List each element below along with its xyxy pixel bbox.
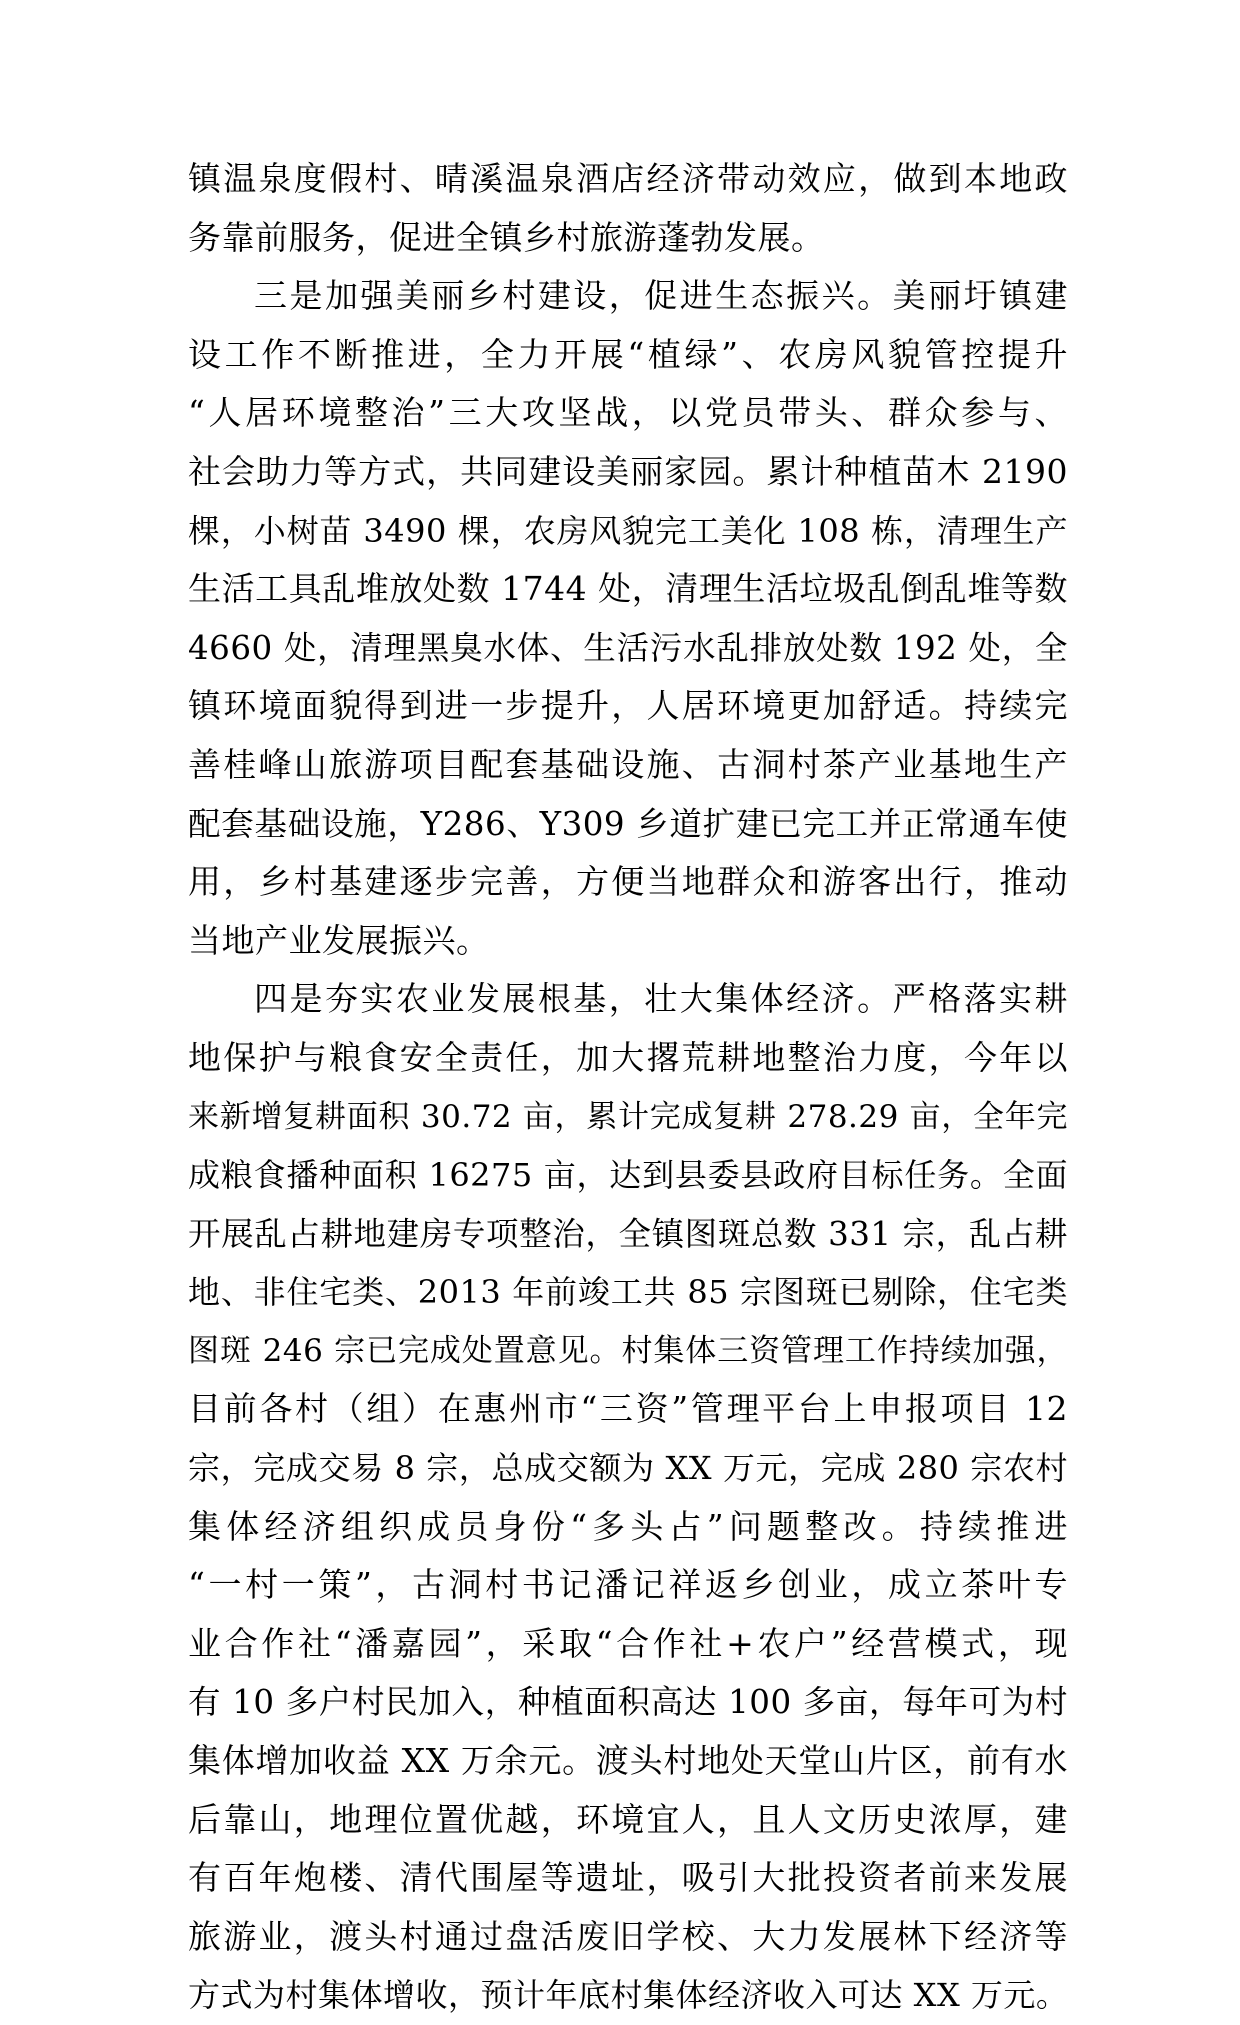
text-line: 业合作社“潘嘉园”，采取“合作社+农户”经营模式，现 xyxy=(188,1623,1068,1663)
text-line: 地、非住宅类、2013 年前竣工共 85 宗图斑已剔除，住宅类 xyxy=(188,1273,1068,1312)
text-line: 集体经济组织成员身份“多头占”问题整改。持续推进 xyxy=(188,1506,1068,1546)
text-line: 生活工具乱堆放处数 1744 处，清理生活垃圾乱倒乱堆等数 xyxy=(188,569,1068,609)
text-line: 四是夯实农业发展根基，壮大集体经济。严格落实耕 xyxy=(254,979,1068,1019)
text-line: 4660 处，清理黑臭水体、生活污水乱排放处数 192 处，全 xyxy=(188,628,1068,667)
text-line: 善桂峰山旅游项目配套基础设施、古洞村茶产业基地生产 xyxy=(188,744,1068,784)
text-line: 当地产业发展振兴。 xyxy=(188,920,490,960)
text-line: 方式为村集体增收，预计年底村集体经济收入可达 XX 万元。 xyxy=(188,1976,1069,2015)
text-line: 旅游业，渡头村通过盘活废旧学校、大力发展林下经济等 xyxy=(188,1916,1068,1956)
text-line: “人居环境整治”三大攻坚战，以党员带头、群众参与、 xyxy=(188,393,1068,433)
text-line: 务靠前服务，促进全镇乡村旅游蓬勃发展。 xyxy=(188,217,825,257)
text-line: 图斑 246 宗已完成处置意见。村集体三资管理工作持续加强， xyxy=(188,1332,1068,1369)
text-line: 镇环境面貌得到进一步提升，人居环境更加舒适。持续完 xyxy=(188,686,1068,726)
document-body xyxy=(188,150,1068,2025)
text-line: 有百年炮楼、清代围屋等遗址，吸引大批投资者前来发展 xyxy=(188,1858,1068,1898)
text-line: 配套基础设施，Y286、Y309 乡道扩建已完工并正常通车使 xyxy=(188,804,1068,843)
text-line: 来新增复耕面积 30.72 亩，累计完成复耕 278.29 亩，全年完 xyxy=(188,1098,1068,1135)
text-line: 成粮食播种面积 16275 亩，达到县委县政府目标任务。全面 xyxy=(188,1156,1068,1195)
text-line: 开展乱占耕地建房专项整治，全镇图斑总数 331 宗，乱占耕 xyxy=(188,1214,1068,1253)
text-line: 棵，小树苗 3490 棵，农房风貌完工美化 108 栋，清理生产 xyxy=(188,511,1068,550)
text-line: 地保护与粮食安全责任，加大撂荒耕地整治力度，今年以 xyxy=(188,1037,1068,1077)
text-line: 目前各村（组）在惠州市“三资”管理平台上申报项目 12 xyxy=(188,1389,1068,1429)
text-line: 三是加强美丽乡村建设，促进生态振兴。美丽圩镇建 xyxy=(254,276,1068,316)
text-line: 集体增加收益 XX 万余元。渡头村地处天堂山片区，前有水 xyxy=(188,1741,1068,1781)
text-line: 设工作不断推进，全力开展“植绿”、农房风貌管控提升 xyxy=(188,334,1068,374)
text-line: 镇温泉度假村、晴溪温泉酒店经济带动效应，做到本地政 xyxy=(188,159,1068,198)
text-line: 社会助力等方式，共同建设美丽家园。累计种植苗木 2190 xyxy=(188,451,1068,491)
text-line: 有 10 多户村民加入，种植面积高达 100 多亩，每年可为村 xyxy=(188,1683,1068,1722)
text-line: 用，乡村基建逐步完善，方便当地群众和游客出行，推动 xyxy=(188,862,1068,902)
text-line: 后靠山，地理位置优越，环境宜人，且人文历史浓厚，建 xyxy=(188,1799,1068,1839)
text-line: 宗，完成交易 8 宗，总成交额为 XX 万元，完成 280 宗农村 xyxy=(188,1449,1068,1488)
text-line: “一村一策”，古洞村书记潘记祥返乡创业，成立茶叶专 xyxy=(188,1565,1068,1605)
